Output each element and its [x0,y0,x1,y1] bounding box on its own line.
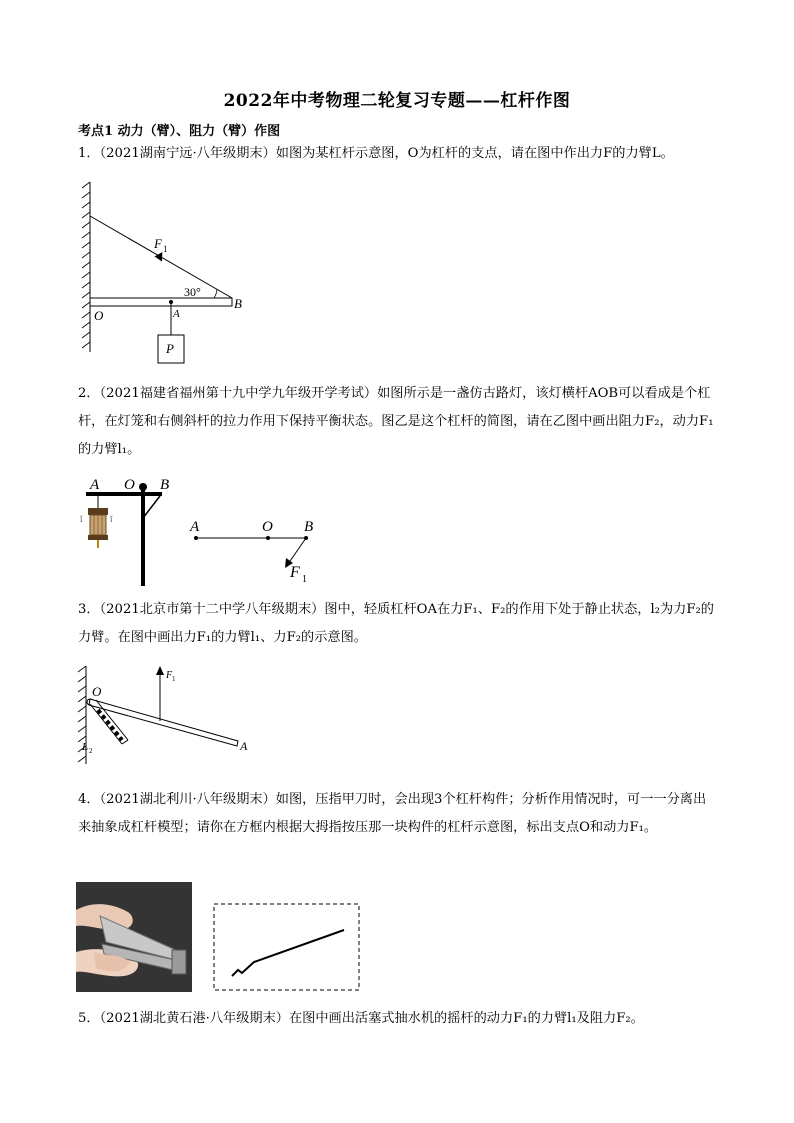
lever-sketch [232,930,344,976]
wall-hatch [82,182,90,352]
point-O-dot [266,536,270,540]
label-L2: L [82,741,89,753]
diagram-label-F-sub: 1 [302,574,307,585]
diagram-label-A: A [190,519,200,535]
label-A: A [173,308,180,320]
label-L2-sub: 2 [89,747,93,755]
label-F1-sub: 1 [172,675,176,683]
lamp-label-B: B [160,477,170,493]
question-2-figure [76,476,336,588]
label-P: P [166,341,174,356]
label-F1: F [154,236,162,251]
page-title: 2022年中考物理二轮复习专题——杠杆作图 [223,91,571,111]
point-A-dot [194,536,198,540]
question-4-text: 4．（2021湖北利川·八年级期末）如图，压指甲刀时，会出现3个杠杆构件；分析作用情况时，可一一分离出来抽象成杠杆模型；请你在方框内根据大拇指按压那一块构件的杠杆示意图，标出支点O和动力F₁。 [78,792,707,835]
svg-text:ǐ: ǐ [110,514,113,524]
force-F1-arrowhead [156,666,164,675]
label-O: O [92,684,102,699]
force-F1-line [288,538,306,564]
question-5-text: 5．（2021湖北黄石港·八年级期末）在图中画出活塞式抽水机的摇杆的动力F₁的力臂l₁及阻力F₂。 [78,1011,644,1026]
svg-text:ǐ: ǐ [80,514,83,524]
label-F1: F [166,670,173,681]
label-A: A [240,739,248,753]
lever-bar [90,298,232,306]
question-1-figure [74,180,264,370]
question-2-text: 2．（2021福建省福州第十九中学九年级开学考试）如图所示是一盏仿古路灯，该灯横杆AOB可以看成是个杠杆，在灯笼和右侧斜杆的拉力作用下保持平衡状态。图乙是这个杠杆的简图，请在乙图中画出阻力F₂，动力F₁的力臂l₁。 [78,386,714,457]
diagram-label-O: O [262,519,273,535]
question-3-text: 3．（2021北京市第十二中学八年级期末）图中，轻质杠杆OA在力F₁、F₂的作用下处于静止状态，l₂为力F₂的力臂。在图中画出力F₁的力臂l₁、力F₂的示意图。 [78,602,714,645]
street-lamp-image [79,483,162,586]
label-angle: 30° [184,285,201,299]
diagram-label-F: F [290,564,300,581]
label-F1-sub: 1 [163,244,168,254]
lamp-label-O: O [124,477,135,493]
label-O: O [94,308,104,323]
label-B: B [234,296,242,311]
question-3-figure [74,664,274,786]
question-4-figure [76,882,366,994]
angle-arc [214,289,217,298]
lamp-label-A: A [90,477,100,493]
question-1-text: 1．（2021湖南宁远·八年级期末）如图为某杠杆示意图，O为杠杆的支点，请在图中作出力F的力臂L。 [78,146,674,161]
lever-OA [89,699,238,746]
nail-clipper-photo [76,882,192,992]
answer-box [214,904,359,990]
diagram-label-B: B [304,519,314,535]
section-heading: 考点1 动力（臂）、阻力（臂）作图 [78,124,281,139]
